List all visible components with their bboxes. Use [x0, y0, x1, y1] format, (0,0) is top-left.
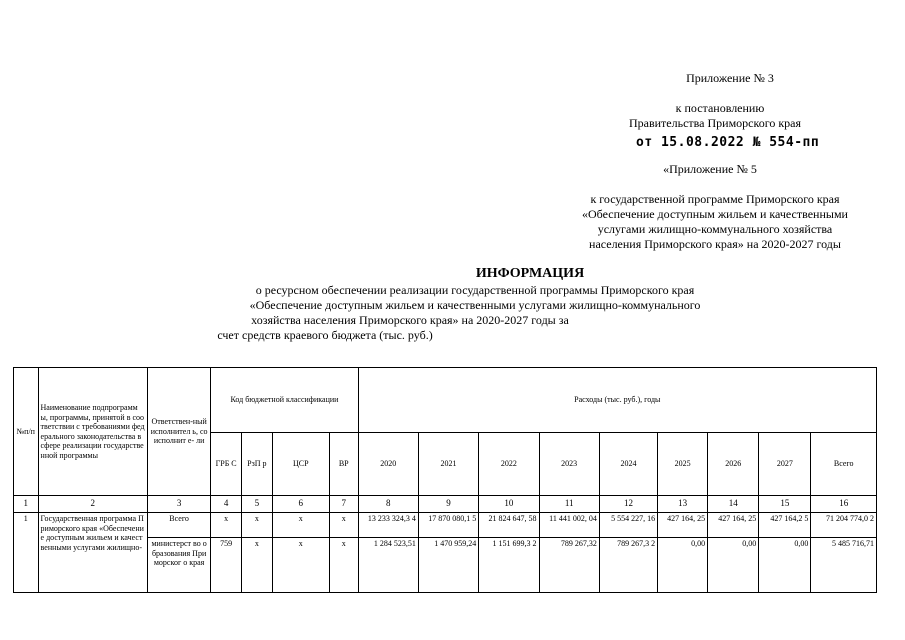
row-csr: x — [272, 513, 329, 538]
row-value: 17 870 080,1 5 — [418, 513, 478, 538]
header-cell-year: 2027 — [759, 433, 811, 496]
column-number: 3 — [147, 496, 210, 513]
resource-table — [13, 367, 877, 593]
row-value: 11 441 002, 04 — [539, 513, 599, 538]
document-title: ИНФОРМАЦИЯ — [475, 266, 585, 281]
row-value: 789 267,3 2 — [599, 538, 657, 593]
row-rzpr: x — [241, 538, 272, 593]
column-number: 6 — [272, 496, 329, 513]
header-cell-csr: ЦСР — [272, 433, 329, 496]
header-cell-year: 2021 — [418, 433, 478, 496]
row-number: 1 — [14, 513, 39, 593]
column-number: 15 — [759, 496, 811, 513]
header-cell-name: Наименование подпрограммы, программы, принятой в соответствии с требованиями федерального законодательства в сфере реализации государственной программы — [38, 368, 147, 496]
column-number: 1 — [14, 496, 39, 513]
subtitle-line: «Обеспечение доступным жильем и качественными услугами жилищно-коммунального — [249, 298, 701, 312]
program-line: к государственной программе Приморского края — [590, 192, 840, 206]
header-cell-year: 2020 — [358, 433, 418, 496]
header-cell-no: №п/п — [14, 368, 39, 496]
column-number: 14 — [708, 496, 759, 513]
appendix5-label: «Приложение № 5 — [663, 162, 757, 176]
row-responsible: министерст во образования Приморског о края — [147, 538, 210, 593]
program-line: услугами жилищно-коммунального хозяйства — [597, 222, 833, 236]
row-value: 1 470 959,24 — [418, 538, 478, 593]
column-number: 11 — [539, 496, 599, 513]
header-cell-year: 2022 — [479, 433, 539, 496]
header-cell-year: 2026 — [708, 433, 759, 496]
header-cell-total: Всего — [811, 433, 877, 496]
row-value: 1 151 699,3 2 — [479, 538, 539, 593]
row-responsible: Всего — [147, 513, 210, 538]
row-value: 71 204 774,0 2 — [811, 513, 877, 538]
header-cell-rzpr: РзП р — [241, 433, 272, 496]
row-csr: x — [272, 538, 329, 593]
row-grbs: x — [211, 513, 242, 538]
row-rzpr: x — [241, 513, 272, 538]
decree-number: от 15.08.2022 № 554-пп — [636, 135, 820, 150]
header-cell-responsible: Ответствен-ный исполнител ь, соисполнит е- ли — [147, 368, 210, 496]
row-value: 427 164,2 5 — [759, 513, 811, 538]
document-subtitle — [160, 283, 790, 343]
column-number: 12 — [599, 496, 657, 513]
table-row — [14, 513, 877, 538]
row-value: 5 554 227, 16 — [599, 513, 657, 538]
government-label: Правительства Приморского края — [628, 116, 802, 130]
subtitle-line: счет средств краевого бюджета (тыс. руб.) — [217, 328, 433, 342]
row-value: 0,00 — [759, 538, 811, 593]
row-vr: x — [329, 513, 358, 538]
row-value: 1 284 523,51 — [358, 538, 418, 593]
program-reference — [560, 192, 870, 252]
column-number: 2 — [38, 496, 147, 513]
row-grbs: 759 — [211, 538, 242, 593]
subtitle-line: о ресурсном обеспечении реализации государственной программы Приморского края — [255, 283, 695, 297]
column-number: 13 — [658, 496, 708, 513]
row-value: 427 164, 25 — [658, 513, 708, 538]
column-number: 10 — [479, 496, 539, 513]
subtitle-line: хозяйства населения Приморского края» на 2020-2027 годы за — [251, 313, 569, 327]
row-vr: x — [329, 538, 358, 593]
appendix-label: Приложение № 3 — [686, 71, 774, 85]
column-number: 4 — [211, 496, 242, 513]
row-value: 21 824 647, 58 — [479, 513, 539, 538]
program-line: населения Приморского края» на 2020-2027 годы — [589, 237, 841, 251]
column-number: 7 — [329, 496, 358, 513]
row-value: 5 485 716,71 — [811, 538, 877, 593]
header-cell-expenses: Расходы (тыс. руб.), годы — [358, 368, 876, 433]
row-value: 789 267,32 — [539, 538, 599, 593]
row-value: 13 233 324,3 4 — [358, 513, 418, 538]
row-program-name: Государственная программа Приморского края «Обеспечение доступным жильем и качественными услугами жилищно- — [38, 513, 147, 593]
column-number: 5 — [241, 496, 272, 513]
header-cell-budget-code: Код бюджетной классификации — [211, 368, 358, 433]
header-cell-year: 2023 — [539, 433, 599, 496]
header-cell-year: 2025 — [658, 433, 708, 496]
header-cell-year: 2024 — [599, 433, 657, 496]
column-number: 9 — [418, 496, 478, 513]
to-decree-label: к постановлению — [675, 101, 765, 115]
header-cell-vr: ВР — [329, 433, 358, 496]
row-value: 0,00 — [708, 538, 759, 593]
row-value: 0,00 — [658, 538, 708, 593]
column-number: 16 — [811, 496, 877, 513]
row-value: 427 164, 25 — [708, 513, 759, 538]
column-number: 8 — [358, 496, 418, 513]
program-line: «Обеспечение доступным жильем и качественными — [582, 207, 848, 221]
header-cell-grbs: ГРБ С — [211, 433, 242, 496]
